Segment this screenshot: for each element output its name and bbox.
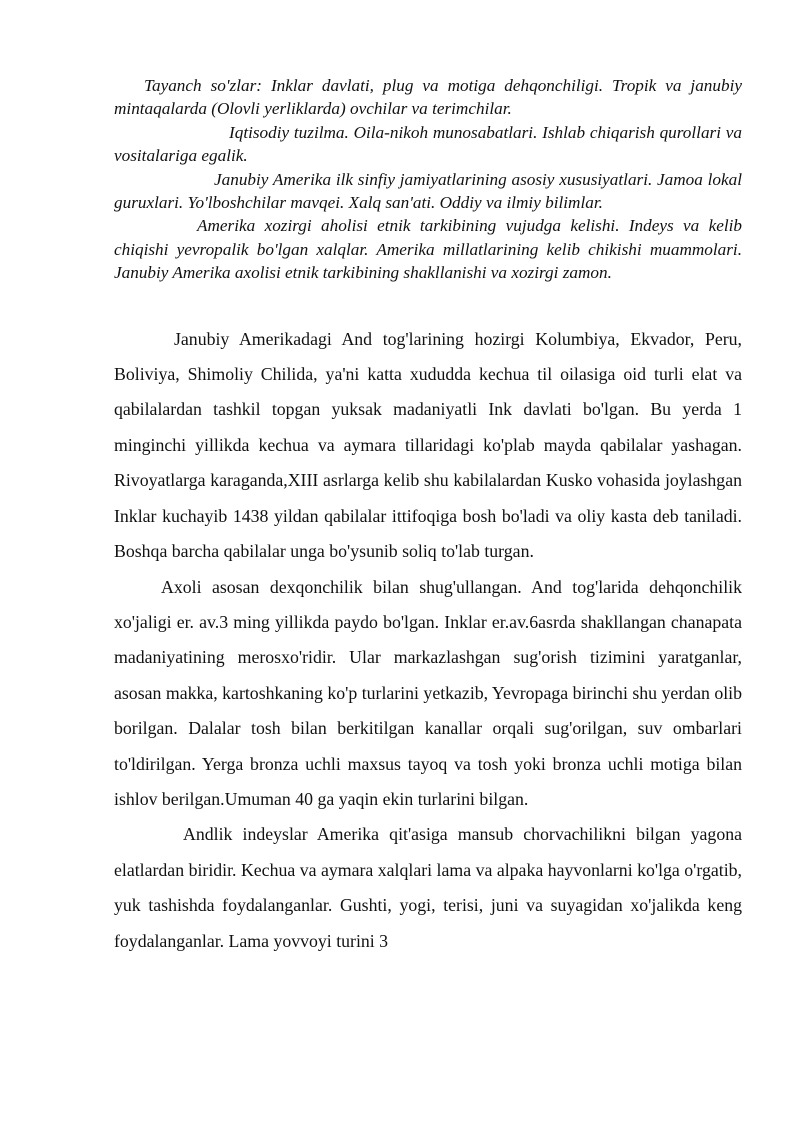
keywords-section bbox=[114, 74, 742, 285]
paragraph-2: Axoli asosan dexqonchilik bilan shug'ullangan. And tog'larida dehqonchilik xo'jaligi er. av.3 ming yillikda paydo bo'lgan. Inklar er.av.6asrda shakllangan chanapata madaniyatining merosxo'ridir. Ular markazlashgan sug'orish tizimini yaratganlar, asosan makka, kartoshkaning ko'p turlarini yetkazib, Yevropaga birinchi shu yerdan olib borilgan. Dalalar tosh bilan berkitilgan kanallar orqali sug'orilgan, suv ombarlari to'ldirilgan. Yerga bronza uchli maxsus tayoq va tosh yoki bronza uchli motiga bilan ishlov berilgan.Umuman 40 ga yaqin ekin turlarini bilgan. bbox=[114, 576, 742, 809]
keywords-item-1: Tayanch so'zlar: Inklar davlati, plug va motiga dehqonchiligi. Tropik va janubiy mintaqalarda (Olovli yerliklarda) ovchilar va terimchilar. bbox=[114, 76, 742, 119]
body-text bbox=[114, 322, 742, 959]
document-page bbox=[114, 74, 742, 959]
paragraph-1: Janubiy Amerikadagi And tog'larining hozirgi Kolumbiya, Ekvador, Peru, Boliviya, Shimoliy Chilida, ya'ni katta xududda kechua til oilasiga oid turli elat va qabilalardan tashkil topgan yuksak madaniyatli Ink davlati bo'lgan. Bu yerda 1 minginchi yillikda kechua va aymara tillaridagi ko'plab mayda qabilalar yashagan. Rivoyatlarga karaganda,XIII asrlarga kelib shu kabilalardan Kusko vohasida joylashgan Inklar kuchayib 1438 yildan qabilalar ittifoqiga bosh bo'ladi va oliy kasta deb taniladi. Boshqa barcha qabilalar unga bo'ysunib soliq to'lab turgan. bbox=[114, 328, 742, 562]
keywords-item-3: Janubiy Amerika ilk sinfiy jamiyatlarining asosiy xususiyatlari. Jamoa lokal guruxlari. Yo'lboshchilar mavqei. Xalq san'ati. Oddiy va ilmiy bilimlar. bbox=[114, 169, 742, 213]
paragraph-3: Andlik indeyslar Amerika qit'asiga mansub chorvachilikni bilgan yagona elatlardan biridir. Kechua va aymara xalqlari lama va alpaka hayvonlarni ko'lga o'rgatib, yuk tashishda foydalanganlar. Gushti, yogi, terisi, juni va suyagidan xo'jalikda keng foydalanganlar. Lama yovvoyi turini 3 bbox=[114, 824, 742, 951]
keywords-item-4: Amerika xozirgi aholisi etnik tarkibining vujudga kelishi. Indeys va kelib chiqishi yevropalik bo'lgan xalqlar. Amerika millatlarining kelib chikishi muammolari. Janubiy Amerika axolisi etnik tarkibining shakllanishi va xozirgi zamon. bbox=[114, 216, 742, 283]
keywords-item-2: Iqtisodiy tuzilma. Oila-nikoh munosabatlari. Ishlab chiqarish qurollari va vositalariga egalik. bbox=[114, 122, 742, 166]
